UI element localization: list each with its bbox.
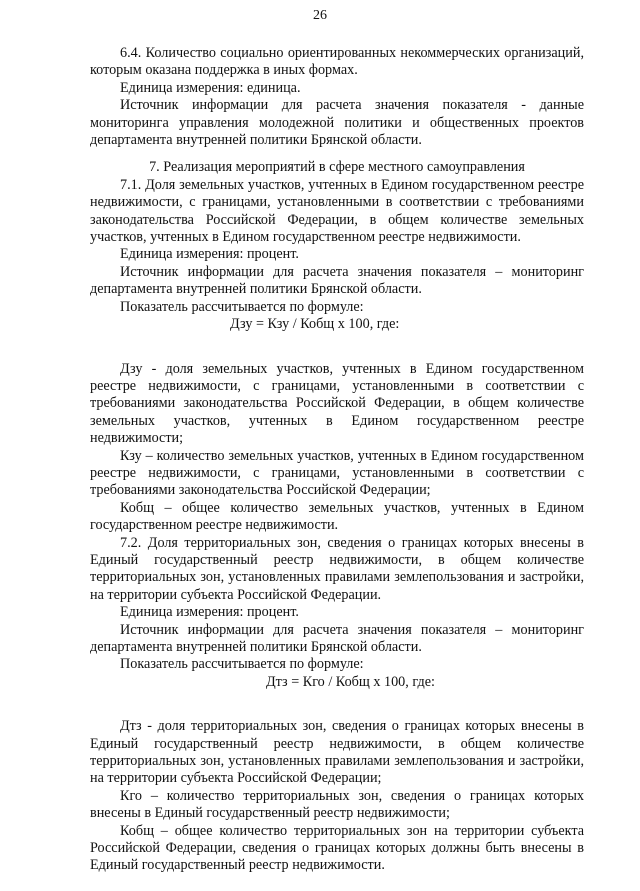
section-6-4-source: Источник информации для расчета значения показателя - данные мониторинга управления молодежной политики и общественных проектов департамента внутренней политики Брянской области. xyxy=(90,97,584,149)
item-7-2-def-kobshch: Кобщ – общее количество территориальных зон на территории субъекта Российской Федерации, сведения о границах которых должны быть внесены в Единый государственный реестр недвижимости. xyxy=(90,822,584,874)
item-7-1-source: Источник информации для расчета значения показателя – мониторинг департамента внутренней политики Брянской области. xyxy=(90,263,584,298)
item-7-1-def-dzu: Дзу - доля земельных участков, учтенных в Едином государственном реестре недвижимости, с границами, установленными в соответствии с требованиями законодательства Российской Федерации, в общем количестве земельных участков, учтенных в Едином государственном реестре недвижимости; xyxy=(90,360,584,447)
item-7-1-formula: Дзу = Кзу / Кобщ х 100, где: xyxy=(230,316,400,333)
section-6-4-unit: Единица измерения: единица. xyxy=(120,79,301,96)
item-7-2-calc-intro: Показатель рассчитывается по формуле: xyxy=(120,656,364,673)
item-7-1-def-kzu: Кзу – количество земельных участков, учтенных в Едином государственном реестре недвижимости, с границами, установленными в соответствии с требованиями законодательства Российской Федерации; xyxy=(90,447,584,499)
document-body xyxy=(90,45,584,875)
item-7-2-source: Источник информации для расчета значения показателя – мониторинг департамента внутренней политики Брянской области. xyxy=(90,621,584,655)
item-7-1-def-kobshch: Кобщ – общее количество земельных участков, учтенных в Едином государственном реестре недвижимости. xyxy=(90,499,584,534)
item-7-1-unit: Единица измерения: процент. xyxy=(120,246,299,263)
section-7-heading: 7. Реализация мероприятий в сфере местного самоуправления xyxy=(149,159,525,176)
item-7-2-def-kgo: Кго – количество территориальных зон, сведения о границах которых внесены в Единый государственный реестр недвижимости; xyxy=(90,787,584,822)
item-7-1-title: 7.1. Доля земельных участков, учтенных в Едином государственном реестре недвижимости, с границами, установленными в соответствии с требованиями законодательства Российской Федерации, в общем количестве земельных участков, учтенных в Едином государственном реестре недвижимости. xyxy=(90,176,584,246)
item-7-1-calc-intro: Показатель рассчитывается по формуле: xyxy=(120,298,364,315)
item-7-2-unit: Единица измерения: процент. xyxy=(120,604,299,621)
item-7-2-title: 7.2. Доля территориальных зон, сведения о границах которых внесены в Единый государственный реестр недвижимости, в общем количестве территориальных зон, установленных правилами землепользования и застройки, на территории субъекта Российской Федерации. xyxy=(90,534,584,603)
item-7-2-def-dtz: Дтз - доля территориальных зон, сведения о границах которых внесены в Единый государственный реестр недвижимости, в общем количестве территориальных зон, установленных правилами землепользования и застройки, на территории субъекта Российской Федерации; xyxy=(90,718,584,787)
section-6-4-title: 6.4. Количество социально ориентированных некоммерческих организаций, которым оказана поддержка в иных формах. xyxy=(90,45,584,79)
page-number: 26 xyxy=(313,8,327,23)
item-7-2-formula: Дтз = Кго / Кобщ х 100, где: xyxy=(266,673,435,690)
